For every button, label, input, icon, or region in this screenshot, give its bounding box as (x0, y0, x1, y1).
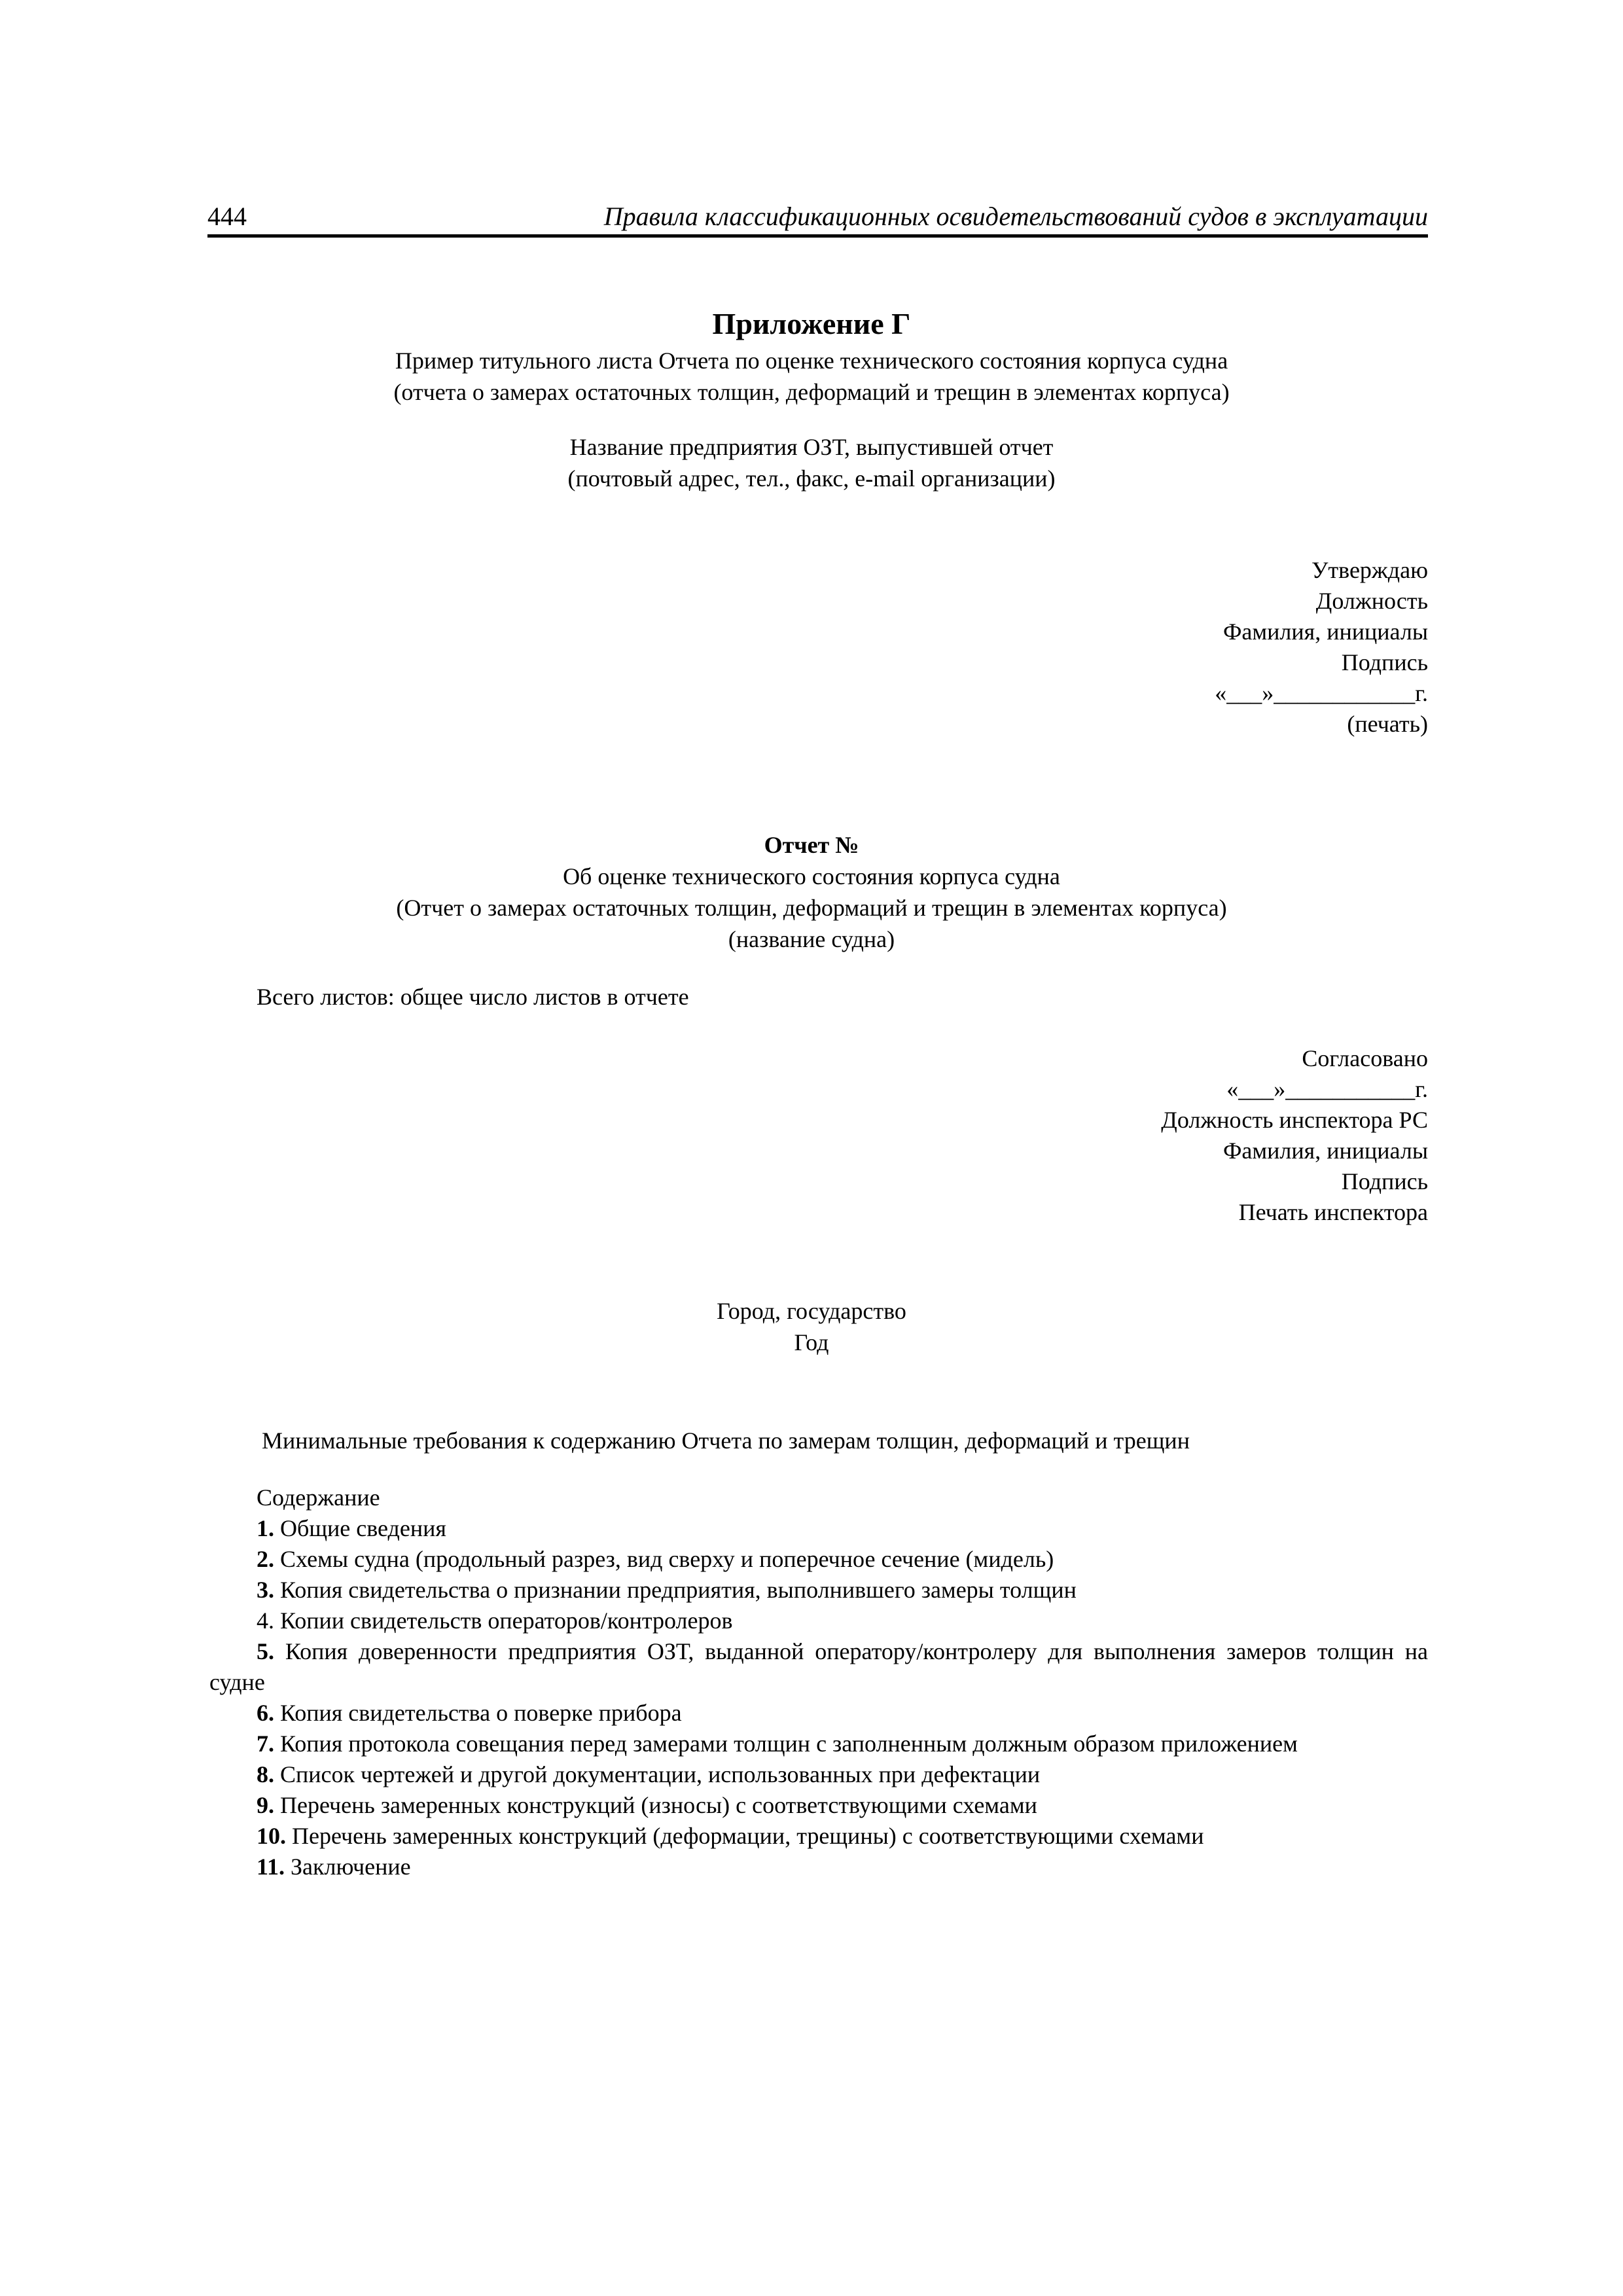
report-line-1: Об оценке технического состояния корпуса судна (563, 863, 1060, 889)
item-number: 6. (257, 1700, 274, 1726)
year: Год (794, 1329, 829, 1355)
agreed-line: Должность инспектора РС (1161, 1107, 1428, 1133)
company-contacts: (почтовый адрес, тел., факс, e-mail организации) (567, 465, 1056, 492)
item-text: Копия протокола совещания перед замерами толщин с заполненным должным образом приложением (280, 1731, 1298, 1757)
item-text: Схемы судна (продольный разрез, вид сверху и поперечное сечение (мидель) (280, 1546, 1054, 1572)
report-title: Отчет № (764, 832, 859, 858)
list-item (209, 1729, 1428, 1759)
item-text: Копия свидетельства о признании предприятия, выполнившего замеры толщин (280, 1577, 1077, 1603)
agreed-line: Фамилия, инициалы (1222, 1138, 1428, 1164)
approval-stamp: (печать) (1347, 711, 1428, 737)
item-text: Общие сведения (280, 1515, 446, 1541)
list-item (209, 1575, 1428, 1605)
appendix-subtitle-1: Пример титульного листа Отчета по оценке технического состояния корпуса судна (395, 348, 1228, 374)
list-item (209, 1544, 1428, 1575)
list-item (209, 1852, 1428, 1882)
item-text: Перечень замеренных конструкций (деформации, трещины) с соответствующими схемами (292, 1823, 1204, 1849)
contents-label: Содержание (257, 1484, 380, 1511)
item-number: 10. (257, 1823, 286, 1849)
list-item (209, 1790, 1428, 1821)
approval-line: Утверждаю (1311, 557, 1428, 583)
item-number: 2. (257, 1546, 274, 1572)
approval-block (1215, 555, 1428, 740)
city-country: Город, государство (717, 1298, 906, 1324)
requirements-title-text: Минимальные требования к содержанию Отчета по замерам толщин, деформаций и трещин (262, 1427, 1190, 1454)
item-text: Список чертежей и другой документации, использованных при дефектации (280, 1761, 1041, 1787)
company-name: Название предприятия ОЗТ, выпустившей отчет (569, 434, 1054, 460)
item-text: Копия доверенности предприятия ОЗТ, выданной оператору/контролеру для выполнения замеров толщин на судне (209, 1638, 1429, 1695)
requirements-title (262, 1427, 1190, 1454)
item-number: 4. (257, 1607, 274, 1634)
agreed-block (1161, 1043, 1428, 1228)
item-text: Копии свидетельств операторов/контролеров (280, 1607, 733, 1634)
item-number: 3. (257, 1577, 274, 1603)
list-item (209, 1513, 1428, 1544)
report-line-3: (название судна) (728, 926, 895, 952)
approval-line: Подпись (1341, 649, 1428, 675)
item-number: 1. (257, 1515, 274, 1541)
approval-line: Фамилия, инициалы (1222, 619, 1428, 645)
item-number: 9. (257, 1792, 274, 1818)
agreed-line: Согласовано (1302, 1045, 1428, 1071)
approval-date-line: «___»____________г. (1215, 680, 1428, 706)
agreed-line: Печать инспектора (1238, 1199, 1428, 1225)
list-item (209, 1605, 1428, 1636)
item-text: Перечень замеренных конструкций (износы) с соответствующими схемами (280, 1792, 1037, 1818)
contents-list (209, 1482, 1428, 1882)
appendix-subtitle-2: (отчета о замерах остаточных толщин, деформаций и трещин в элементах корпуса) (393, 379, 1230, 405)
item-number: 7. (257, 1731, 274, 1757)
agreed-line: Подпись (1341, 1168, 1428, 1194)
page-header (207, 200, 1428, 238)
approval-line: Должность (1315, 588, 1428, 614)
item-text: Заключение (291, 1854, 411, 1880)
list-item (209, 1698, 1428, 1729)
item-number: 11. (257, 1854, 285, 1880)
list-item (209, 1821, 1428, 1852)
list-item (209, 1636, 1428, 1698)
page-number: 444 (207, 202, 247, 231)
report-line-2: (Отчет о замерах остаточных толщин, деформаций и трещин в элементах корпуса) (396, 895, 1227, 921)
item-number: 5. (257, 1638, 274, 1664)
running-title: Правила классификационных освидетельствований судов в эксплуатации (603, 202, 1428, 231)
agreed-date-line: «___»___________г. (1226, 1076, 1428, 1102)
sheet-count: Всего листов: общее число листов в отчете (257, 984, 689, 1010)
item-text: Копия свидетельства о поверке прибора (280, 1700, 682, 1726)
list-item (209, 1759, 1428, 1790)
appendix-title: Приложение Г (712, 307, 911, 340)
item-number: 8. (257, 1761, 274, 1787)
